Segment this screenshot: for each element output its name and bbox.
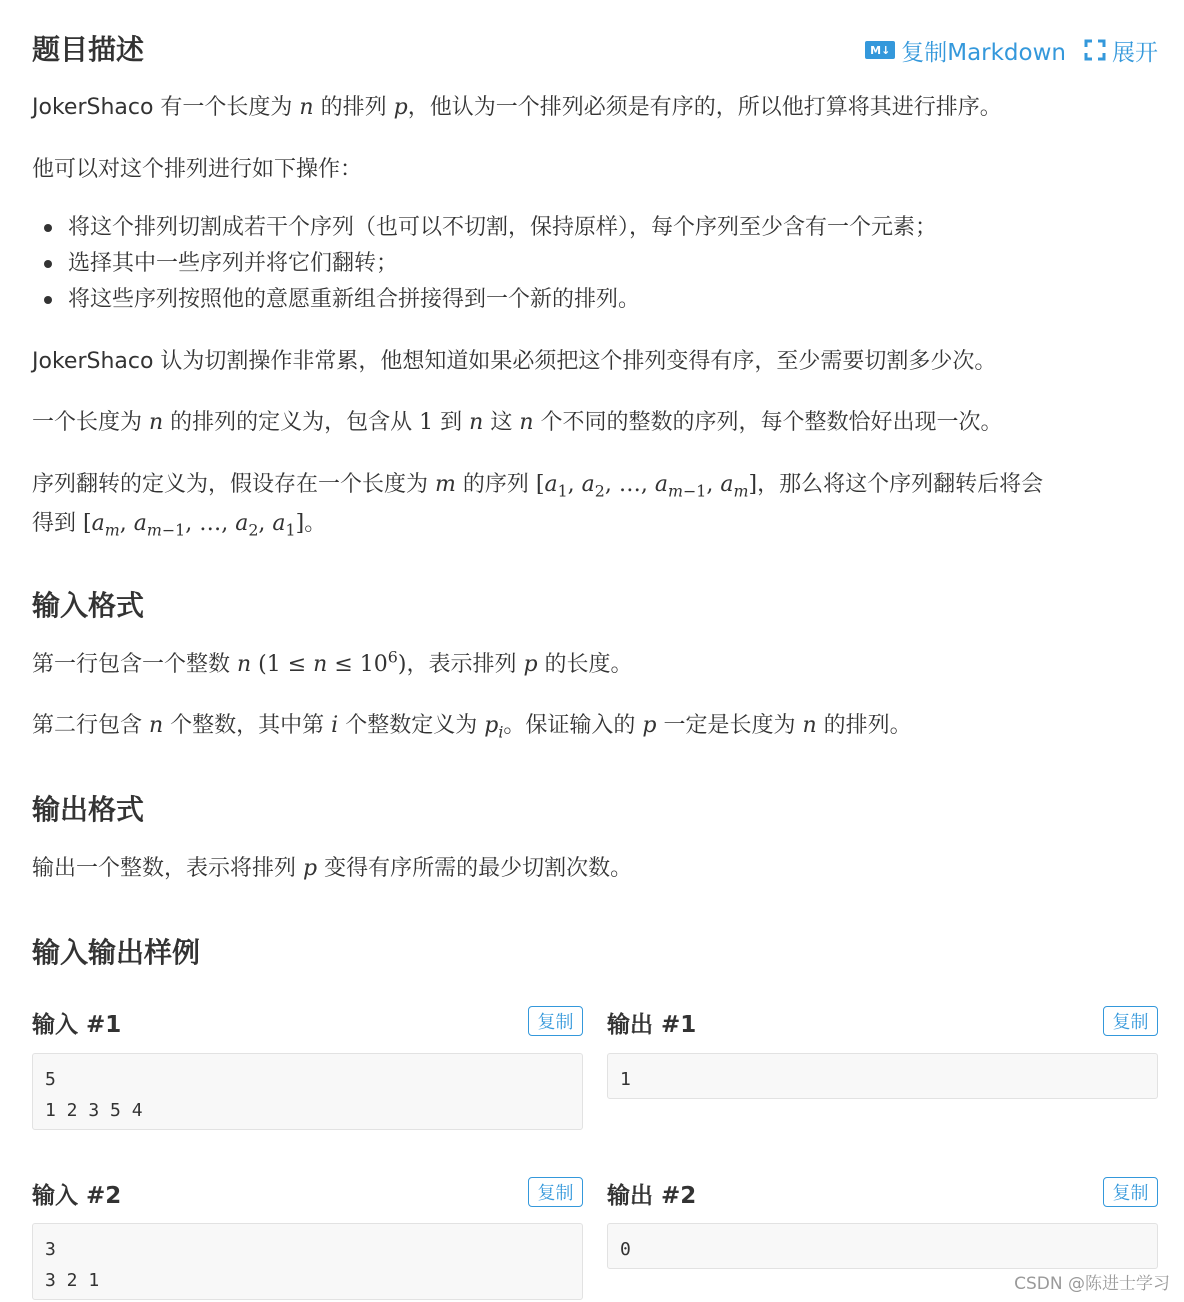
section-title-input-format: 输入格式 — [32, 589, 145, 622]
sample-input-1[interactable]: 5 1 2 3 5 4 — [32, 1053, 583, 1130]
copy-input-1-button[interactable]: 复制 — [528, 1006, 583, 1036]
operation-list — [32, 210, 1158, 318]
description-paragraph-2: 他可以对这个排列进行如下操作： — [32, 157, 363, 182]
copy-output-1-button[interactable]: 复制 — [1103, 1006, 1158, 1036]
copy-output-2-button[interactable]: 复制 — [1103, 1177, 1158, 1207]
section-title-description: 题目描述 — [32, 33, 145, 66]
list-item: 选择其中一些序列并将它们翻转； — [32, 246, 1158, 282]
copy-markdown-button[interactable] — [865, 34, 1066, 67]
description-paragraph-1: JokerShaco 有一个长度为 n 的排列 p，他认为一个排列必须是有序的，所以他打算将其进行排序。 — [32, 95, 1002, 120]
sample-input-1-label: 输入 #1 — [32, 1012, 122, 1038]
sample-output-2-label: 输出 #2 — [607, 1183, 697, 1209]
sample-input-2[interactable]: 3 3 2 1 — [32, 1223, 583, 1300]
sample-input-2-label: 输入 #2 — [32, 1183, 122, 1209]
sequence-formula: [$a_1$, $a_2$, …, $a_{m-1}$, $a_m$] — [535, 472, 758, 501]
description-paragraph-5a: 序列翻转的定义为，假设存在一个长度为 m 的序列 [$a_1$, $a_2$, …, $a_{m-1}$, $a_m$]，那么将这个序列翻转后将会 — [32, 472, 1044, 501]
description-header — [32, 30, 1158, 70]
list-item: 将这个排列切割成若干个序列（也可以不切割，保持原样），每个序列至少含有一个元素； — [32, 210, 1158, 246]
expand-label: 展开 — [1112, 39, 1158, 66]
sample-output-1-label: 输出 #1 — [607, 1012, 697, 1038]
expand-icon — [1084, 39, 1106, 61]
sample-output-1[interactable]: 1 — [607, 1053, 1158, 1099]
header-actions — [865, 30, 1158, 70]
csdn-watermark: CSDN @陈进士学习 — [1014, 1274, 1170, 1294]
input-format-line-1: 第一行包含一个整数 n $(1 \le n \le 10^6)$，表示排列 p 的长度。 — [32, 647, 633, 677]
list-item: 将这些序列按照他的意愿重新组合拼接得到一个新的排列。 — [32, 282, 1158, 318]
description-paragraph-5b: 得到 [$a_m$, $a_{m-1}$, …, $a_2$, $a_1$]。 — [32, 511, 327, 540]
n-range-formula: n $(1 \le n \le 10^6)$ — [237, 647, 407, 677]
expand-button[interactable] — [1084, 34, 1158, 67]
description-paragraph-4: 一个长度为 n 的排列的定义为，包含从 1 到 n 这 n 个不同的整数的序列，每个整数恰好出现一次。 — [32, 410, 1003, 435]
markdown-icon: M↓ — [865, 41, 895, 59]
section-title-output-format: 输出格式 — [32, 793, 145, 826]
output-format-line-1: 输出一个整数，表示将排列 p 变得有序所需的最少切割次数。 — [32, 856, 633, 881]
copy-input-2-button[interactable]: 复制 — [528, 1177, 583, 1207]
input-format-line-2: 第二行包含 n 个整数，其中第 i 个整数定义为 $p_i$。保证输入的 p 一定是长度为 n 的排列。 — [32, 713, 912, 742]
section-title-samples: 输入输出样例 — [32, 936, 201, 969]
copy-markdown-label: 复制Markdown — [901, 39, 1066, 66]
description-paragraph-3: JokerShaco 认为切割操作非常累，他想知道如果必须把这个排列变得有序，至少需要切割多少次。 — [32, 349, 997, 374]
reversed-sequence-formula: [$a_m$, $a_{m-1}$, …, $a_2$, $a_1$] — [83, 511, 305, 540]
pi-formula: $p_i$ — [484, 713, 504, 742]
sample-output-2[interactable]: 0 — [607, 1223, 1158, 1269]
